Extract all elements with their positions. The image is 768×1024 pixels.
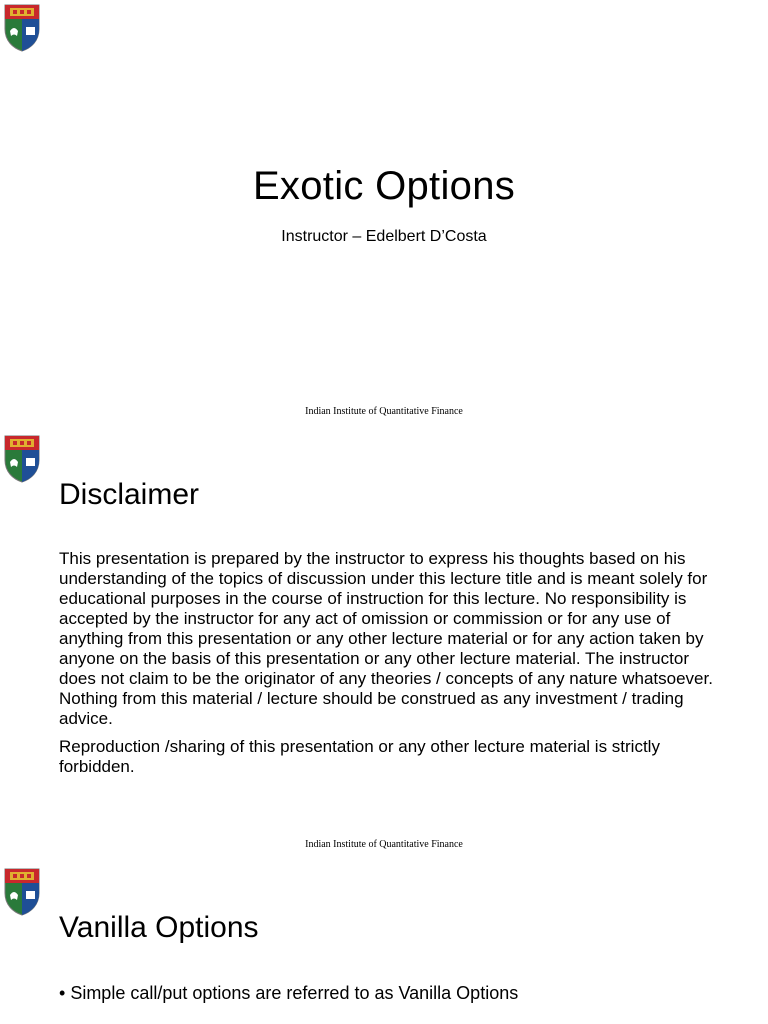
slide-heading: Vanilla Options — [59, 911, 259, 944]
disclaimer-paragraph: Reproduction /sharing of this presentation or any other lecture material is strictly forbidden. — [59, 737, 660, 776]
presentation-title: Exotic Options — [252, 164, 516, 208]
slide-vanilla-options — [0, 866, 768, 1024]
disclaimer-body — [59, 549, 719, 785]
slide-title — [0, 0, 768, 432]
institute-crest-icon — [3, 434, 41, 484]
bullet-text: Simple call/put options are referred to as Vanilla Options — [70, 983, 519, 1003]
slide-heading: Disclaimer — [59, 478, 200, 511]
bullet-icon: • — [59, 983, 71, 1003]
instructor-subtitle: Instructor – Edelbert D’Costa — [281, 228, 487, 245]
institute-crest-icon — [3, 3, 41, 53]
slide-footer: Indian Institute of Quantitative Finance — [305, 839, 463, 850]
disclaimer-paragraph: This presentation is prepared by the instructor to express his thoughts based on his understanding of the topics of discussion under this lecture title and is meant solely for educational purposes in the course of instruction for this lecture. No responsibility is accepted by the instructor for any act of omission or commission or for any use of anything from this presentation or any other lecture material or for any action taken by anyone on the basis of this presentation or any other lecture material. The instructor does not claim to be the originator of any theories / concepts of any nature whatsoever. Nothing from this material / lecture should be construed as any investment / trading advice. — [59, 549, 713, 728]
bullet-item — [59, 983, 518, 1004]
institute-crest-icon — [3, 867, 41, 917]
slide-footer: Indian Institute of Quantitative Finance — [305, 406, 463, 417]
slide-disclaimer — [0, 432, 768, 866]
